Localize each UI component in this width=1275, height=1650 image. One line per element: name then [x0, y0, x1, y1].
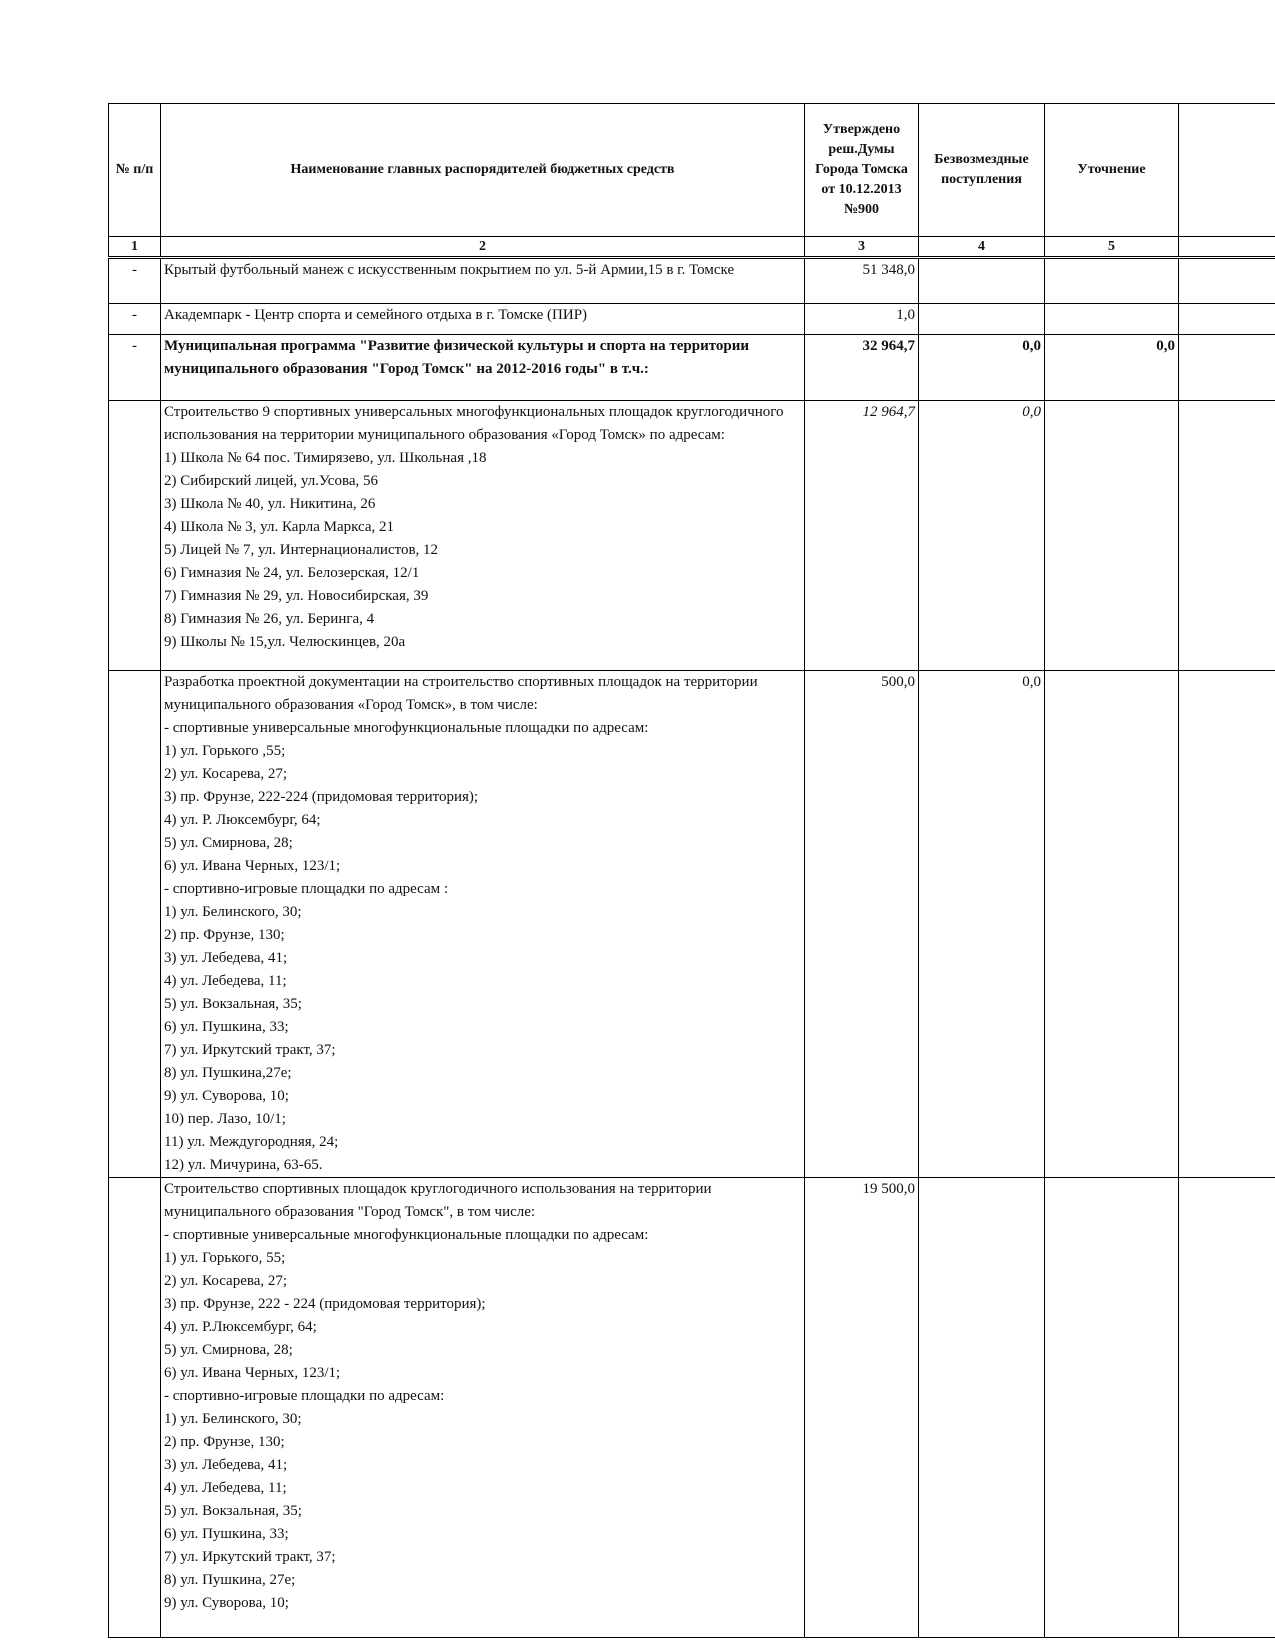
- header-grants: Безвозмездные поступления: [919, 104, 1045, 237]
- row-name: [161, 1178, 805, 1638]
- row-name-line: 4) Школа № 3, ул. Карла Маркса, 21: [164, 519, 395, 535]
- row-name-line: 6) ул. Пушкина, 33;: [164, 1526, 289, 1542]
- table-row: [109, 671, 1275, 1178]
- row-name-line: 11) ул. Междугородняя, 24;: [164, 1134, 339, 1150]
- row-number: -: [109, 335, 161, 401]
- col-number-cut: [1179, 237, 1275, 258]
- row-name: [161, 304, 805, 335]
- row-name-line: 8) Гимназия № 26, ул. Беринга, 4: [164, 611, 375, 627]
- row-name-line: 2) ул. Косарева, 27;: [164, 766, 288, 782]
- row-name-line: Муниципальная программа "Развитие физической культуры и спорта на территории муниципального образования "Город Томск" на 2012-2016 годы" в т.ч.:: [164, 338, 750, 377]
- row-name-line: - спортивные универсальные многофункциональные площадки по адресам:: [164, 1227, 649, 1243]
- grants-value: 0,0: [919, 401, 1045, 671]
- row-name-line: 3) ул. Лебедева, 41;: [164, 1457, 288, 1473]
- approved-value: 1,0: [805, 304, 919, 335]
- cut-column-cell: [1179, 335, 1275, 401]
- col-number-4: 4: [919, 237, 1045, 258]
- row-name-line: Строительство 9 спортивных универсальных многофункциональных площадок круглогодичного использования на территории муниципального образования «Город Томск» по адресам:: [164, 404, 784, 443]
- row-name: [161, 671, 805, 1178]
- row-name-line: 4) ул. Р.Люксембург, 64;: [164, 1319, 317, 1335]
- clarification-value: [1045, 1178, 1179, 1638]
- row-name-line: 5) ул. Вокзальная, 35;: [164, 1503, 302, 1519]
- row-number: -: [109, 304, 161, 335]
- grants-value: 0,0: [919, 671, 1045, 1178]
- row-name-line: 5) ул. Смирнова, 28;: [164, 1342, 293, 1358]
- col-number-1: 1: [109, 237, 161, 258]
- table-row: [109, 258, 1275, 304]
- cut-column-cell: [1179, 258, 1275, 304]
- row-name-line: 6) Гимназия № 24, ул. Белозерская, 12/1: [164, 565, 420, 581]
- row-number: -: [109, 258, 161, 304]
- row-name-line: 3) пр. Фрунзе, 222 - 224 (придомовая территория);: [164, 1296, 486, 1312]
- row-name-line: 1) ул. Горького, 55;: [164, 1250, 286, 1266]
- approved-value: 19 500,0: [805, 1178, 919, 1638]
- row-name-line: 4) ул. Лебедева, 11;: [164, 973, 287, 989]
- row-name-line: - спортивные универсальные многофункциональные площадки по адресам:: [164, 720, 649, 736]
- row-name-line: 2) пр. Фрунзе, 130;: [164, 927, 285, 943]
- row-number: [109, 401, 161, 671]
- row-name-line: 8) ул. Пушкина, 27е;: [164, 1572, 296, 1588]
- row-name-line: - спортивно-игровые площадки по адресам:: [164, 1388, 445, 1404]
- row-name-line: 1) ул. Белинского, 30;: [164, 904, 302, 920]
- clarification-value: [1045, 258, 1179, 304]
- approved-value: 51 348,0: [805, 258, 919, 304]
- row-name-line: - спортивно-игровые площадки по адресам :: [164, 881, 449, 897]
- row-name-line: 6) ул. Ивана Черных, 123/1;: [164, 858, 341, 874]
- row-name-line: 1) ул. Горького ,55;: [164, 743, 286, 759]
- row-name-line: 2) пр. Фрунзе, 130;: [164, 1434, 285, 1450]
- cut-column-cell: [1179, 1178, 1275, 1638]
- grants-value: [919, 258, 1045, 304]
- header-no: № п/п: [109, 104, 161, 237]
- row-name-line: 9) ул. Суворова, 10;: [164, 1088, 289, 1104]
- grants-value: 0,0: [919, 335, 1045, 401]
- header-clarification: Уточнение: [1045, 104, 1179, 237]
- grants-value: [919, 304, 1045, 335]
- approved-value: 32 964,7: [805, 335, 919, 401]
- row-name: [161, 335, 805, 401]
- row-name-line: 5) ул. Смирнова, 28;: [164, 835, 293, 851]
- row-name-line: 2) ул. Косарева, 27;: [164, 1273, 288, 1289]
- clarification-value: [1045, 304, 1179, 335]
- col-number-3: 3: [805, 237, 919, 258]
- row-name-line: 7) ул. Иркутский тракт, 37;: [164, 1549, 336, 1565]
- row-name-line: 3) пр. Фрунзе, 222-224 (придомовая территория);: [164, 789, 479, 805]
- row-name-line: Академпарк - Центр спорта и семейного отдыха в г. Томске (ПИР): [164, 307, 588, 323]
- header-approved: Утверждено реш.Думы Города Томска от 10.12.2013 №900: [805, 104, 919, 237]
- table-row: [109, 1178, 1275, 1638]
- row-name-line: 3) ул. Лебедева, 41;: [164, 950, 288, 966]
- col-number-5: 5: [1045, 237, 1179, 258]
- row-number: [109, 671, 161, 1178]
- row-name-line: 7) Гимназия № 29, ул. Новосибирская, 39: [164, 588, 429, 604]
- row-name-line: 4) ул. Лебедева, 11;: [164, 1480, 287, 1496]
- cut-column-cell: [1179, 671, 1275, 1178]
- row-name-line: 1) ул. Белинского, 30;: [164, 1411, 302, 1427]
- row-name-line: Крытый футбольный манеж с искусственным покрытием по ул. 5-й Армии,15 в г. Томске: [164, 262, 735, 278]
- row-name-line: 3) Школа № 40, ул. Никитина, 26: [164, 496, 376, 512]
- table-row: [109, 335, 1275, 401]
- row-name-line: Строительство спортивных площадок круглогодичного использования на территории муниципального образования "Город Томск", в том числе:: [164, 1181, 712, 1220]
- row-name: [161, 401, 805, 671]
- approved-value: 500,0: [805, 671, 919, 1178]
- row-name-line: 5) ул. Вокзальная, 35;: [164, 996, 302, 1012]
- clarification-value: 0,0: [1045, 335, 1179, 401]
- approved-value: 12 964,7: [805, 401, 919, 671]
- clarification-value: [1045, 671, 1179, 1178]
- row-name-line: 1) Школа № 64 пос. Тимирязево, ул. Школьная ,18: [164, 450, 487, 466]
- row-name-line: 9) Школы № 15,ул. Челюскинцев, 20а: [164, 634, 406, 650]
- row-name-line: 4) ул. Р. Люксембург, 64;: [164, 812, 321, 828]
- table-row: [109, 401, 1275, 671]
- row-name-line: 9) ул. Суворова, 10;: [164, 1595, 289, 1611]
- cut-column-cell: [1179, 401, 1275, 671]
- row-name-line: 7) ул. Иркутский тракт, 37;: [164, 1042, 336, 1058]
- row-name-line: 2) Сибирский лицей, ул.Усова, 56: [164, 473, 379, 489]
- row-name-line: 8) ул. Пушкина,27е;: [164, 1065, 292, 1081]
- clarification-value: [1045, 401, 1179, 671]
- row-name-line: Разработка проектной документации на строительство спортивных площадок на территории муниципального образования «Город Томск», в том числе:: [164, 674, 758, 713]
- col-number-2: 2: [161, 237, 805, 258]
- budget-table: [108, 103, 1275, 1638]
- header-cut-column: [1179, 104, 1275, 237]
- row-number: [109, 1178, 161, 1638]
- row-name-line: 6) ул. Ивана Черных, 123/1;: [164, 1365, 341, 1381]
- header-name: Наименование главных распорядителей бюджетных средств: [161, 104, 805, 237]
- row-name: [161, 258, 805, 304]
- row-name-line: 12) ул. Мичурина, 63-65.: [164, 1157, 323, 1173]
- row-name-line: 10) пер. Лазо, 10/1;: [164, 1111, 286, 1127]
- row-name-line: 5) Лицей № 7, ул. Интернационалистов, 12: [164, 542, 439, 558]
- cut-column-cell: [1179, 304, 1275, 335]
- table-row: [109, 304, 1275, 335]
- row-name-line: 6) ул. Пушкина, 33;: [164, 1019, 289, 1035]
- grants-value: [919, 1178, 1045, 1638]
